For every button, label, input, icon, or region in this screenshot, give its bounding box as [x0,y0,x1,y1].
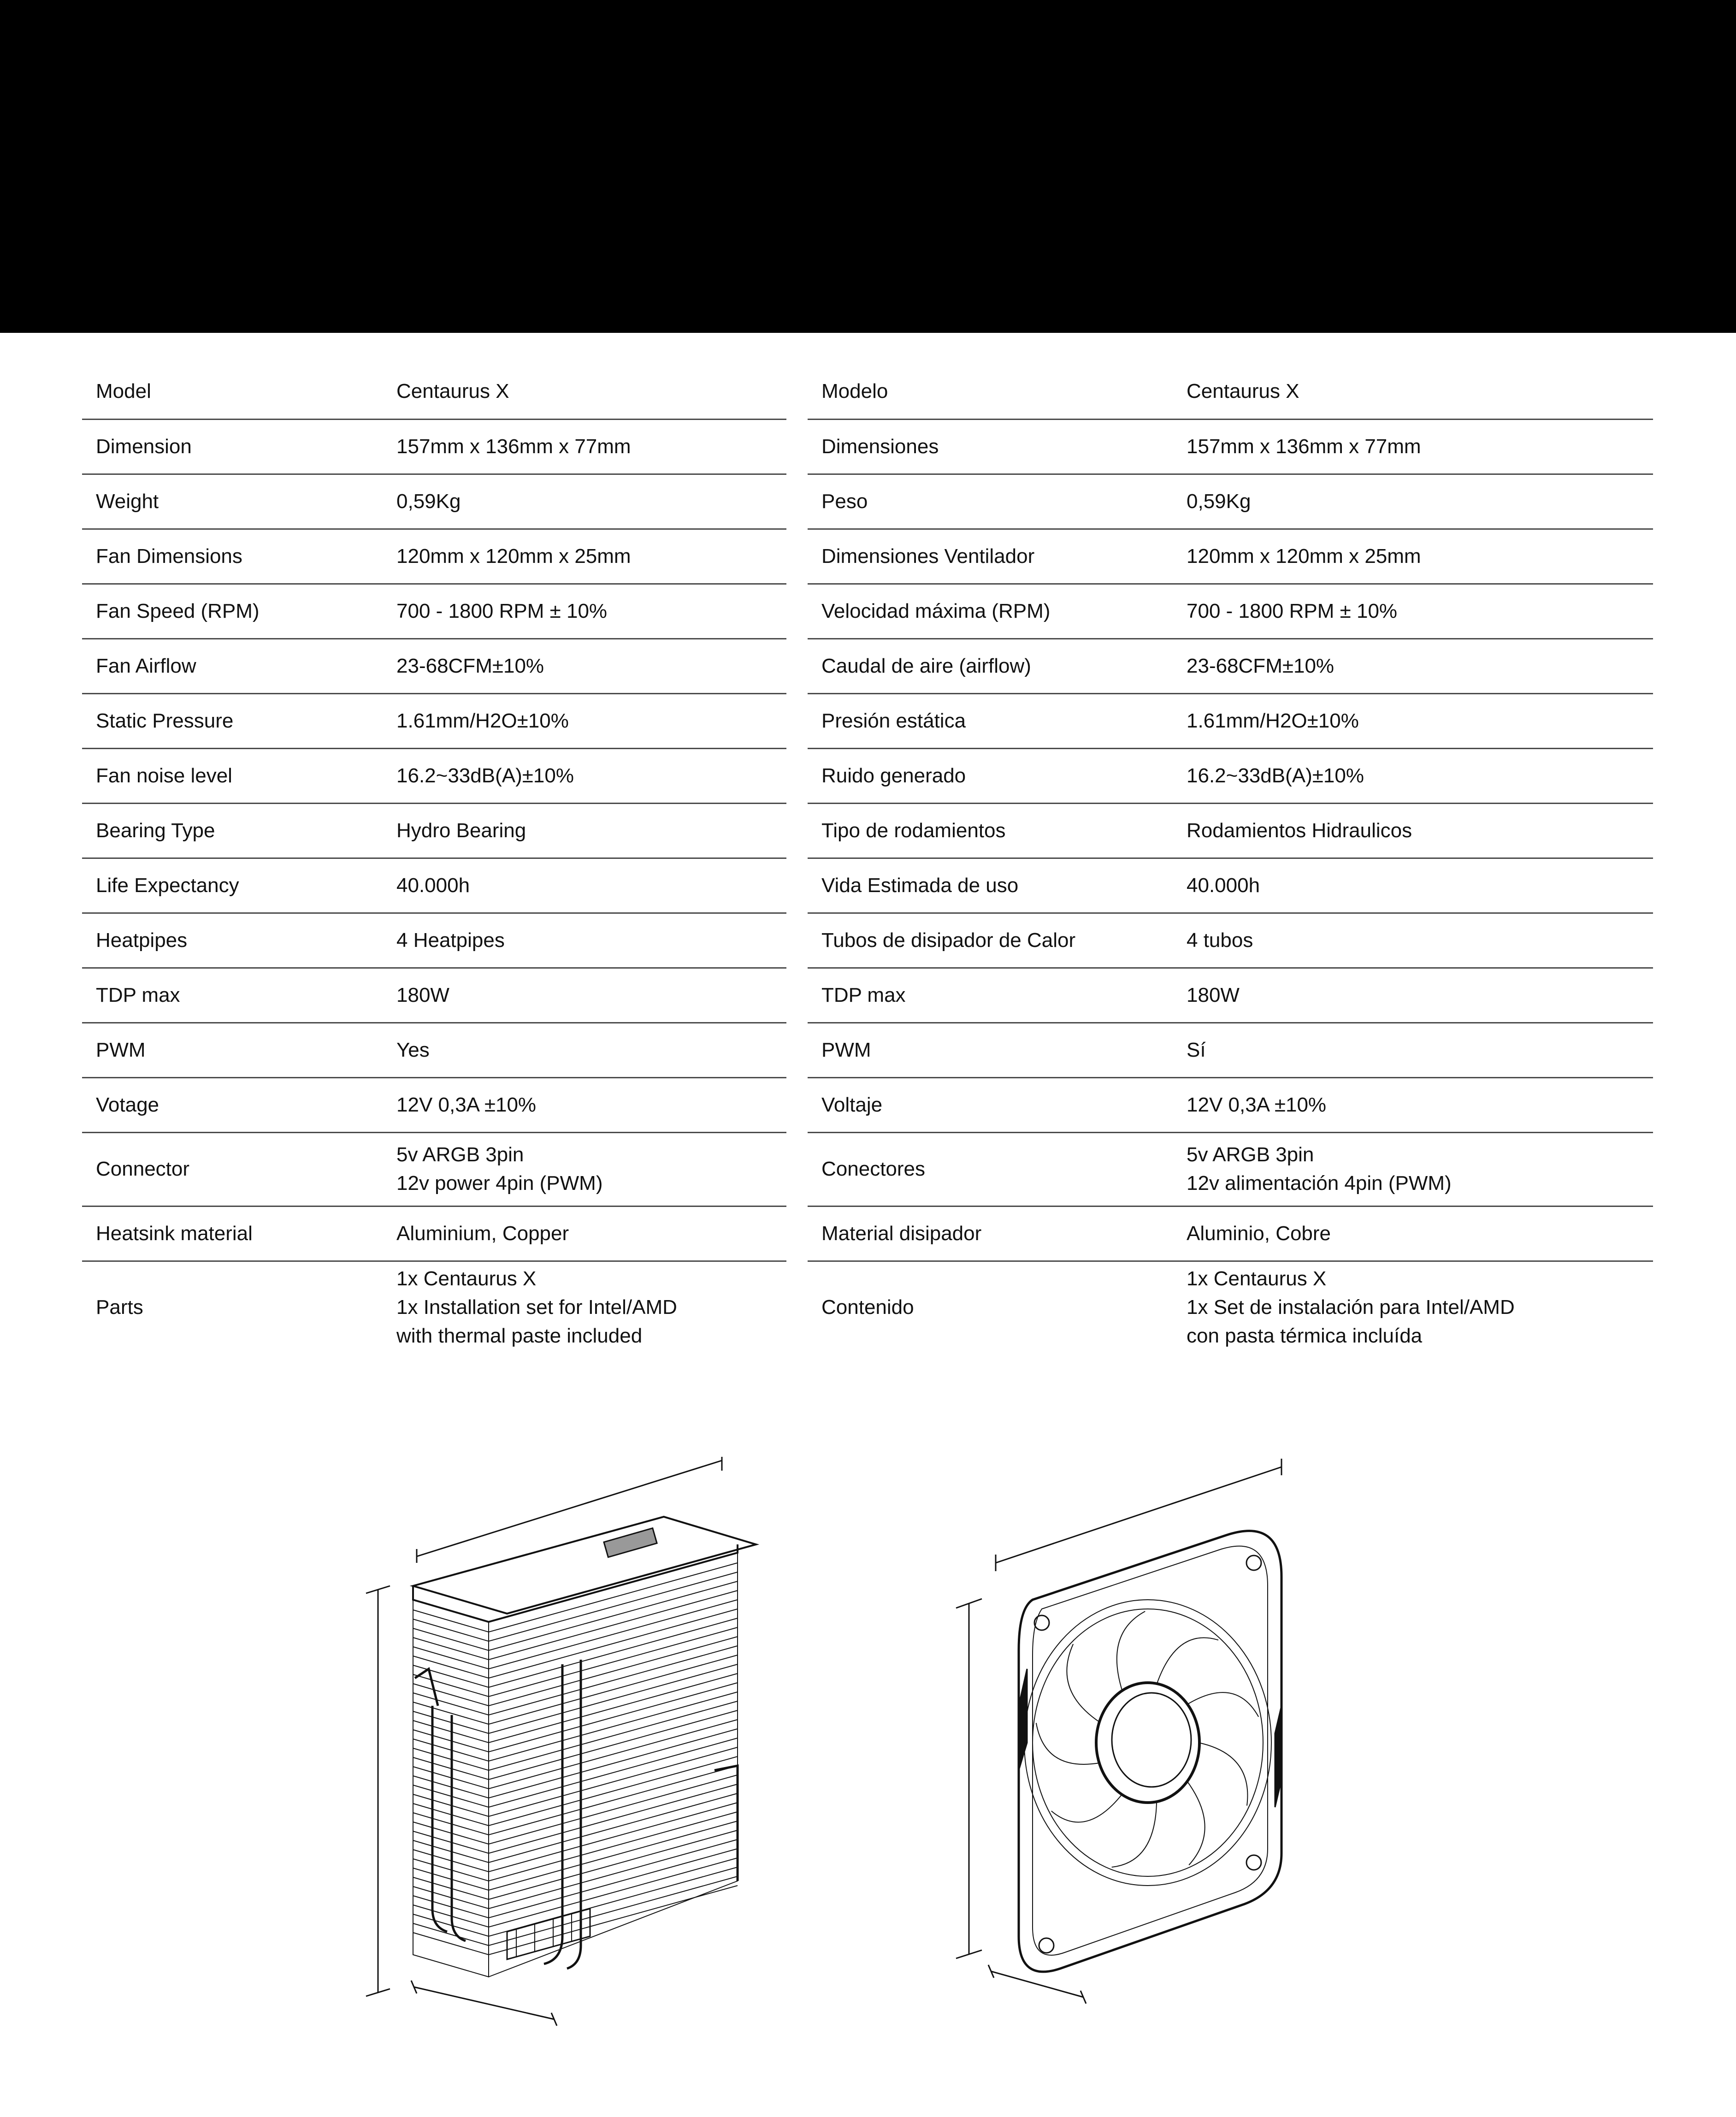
spec-row [82,364,786,419]
spec-row [808,968,1653,1023]
spec-label: Contenido [821,1295,914,1319]
spec-value-line: 0,59Kg [1187,490,1251,513]
spec-label: TDP max [82,968,383,1023]
top-banner [0,0,1736,333]
spec-label: Heatsink material [82,1206,383,1261]
spec-row [808,748,1653,803]
cooler-fin [413,1738,738,1807]
spec-value-line: Yes [396,1038,430,1061]
fan-blade [1199,1743,1247,1806]
spec-row [808,1132,1653,1206]
spec-value-line: 16.2~33dB(A)±10% [1187,764,1364,787]
spec-row [808,1077,1653,1132]
cooler-fin [413,1803,738,1872]
spec-value [383,474,786,529]
cooler-fin [413,1683,738,1752]
spec-label: Caudal de aire (airflow) [808,639,1173,693]
spec-label: Dimension [82,419,383,474]
spec-value [383,693,786,748]
cooler-fin [413,1830,738,1899]
spec-label: Votage [82,1077,383,1132]
spec-value [1173,584,1653,639]
cooler-fin [413,1655,738,1724]
fan-blade [1187,1692,1258,1717]
spec-value-line: 23-68CFM±10% [1187,654,1334,677]
cooler-fin [413,1673,738,1743]
spec-value-line: con pasta térmica incluída [1187,1324,1423,1347]
cooler-fin [413,1784,738,1853]
spec-row [82,639,786,693]
spec-value-line: 23-68CFM±10% [396,654,544,677]
spec-value [383,639,786,693]
spec-value [383,1206,786,1261]
fan-blade [1051,1794,1122,1822]
spec-value-line: 1.61mm/H2O±10% [396,709,569,732]
spec-label: Tipo de rodamientos [808,803,1173,858]
cooler-fin [413,1876,738,1946]
cooler-fin [413,1858,738,1927]
spec-value [383,748,786,803]
cooler-fin [413,1627,738,1697]
cooler-depth-dimension-line [414,1987,554,2019]
spec-label: Bearing Type [82,803,383,858]
spec-label: Fan Airflow [82,639,383,693]
spec-value [1173,913,1653,968]
cooler-fin [413,1710,738,1780]
case-fan-drawing-icon [950,1448,1346,2015]
spec-row [808,1206,1653,1261]
spec-value-line: Centaurus X [396,379,509,402]
spec-value [1173,1132,1653,1206]
spec-value [383,1023,786,1077]
spec-label: Weight [82,474,383,529]
spec-value-line: Aluminium, Copper [396,1222,569,1245]
spec-value [383,419,786,474]
spec-row [82,748,786,803]
spec-row [808,1023,1653,1077]
spec-row [808,584,1653,639]
spec-row [82,913,786,968]
spec-table-spanish [808,364,1653,1353]
spec-value-line: Hydro Bearing [396,819,526,842]
spec-label: Vida Estimada de uso [808,858,1173,913]
spec-value [383,1261,786,1353]
spec-value [1173,858,1653,913]
spec-label: Heatpipes [82,913,383,968]
fan-width-dimension-line [996,1467,1281,1563]
cooler-fin [413,1581,738,1650]
spec-row [82,1261,786,1353]
spec-value-line: Rodamientos Hidraulicos [1187,819,1412,842]
spec-value-line: 120mm x 120mm x 25mm [1187,544,1421,568]
cooler-fin [413,1600,738,1669]
spec-row [808,419,1653,474]
cooler-fin [413,1849,738,1918]
spec-row [82,803,786,858]
cooler-fin [413,1867,738,1936]
spec-label: Model [82,364,383,419]
spec-row [82,1023,786,1077]
spec-label: Dimensiones [808,419,1173,474]
spec-label: Conectores [808,1132,1173,1206]
spec-label: Dimensiones Ventilador [808,529,1173,584]
spec-value [1173,474,1653,529]
spec-row [808,639,1653,693]
spec-value [1173,803,1653,858]
spec-value [1173,968,1653,1023]
spec-value-line: 12v alimentación 4pin (PWM) [1187,1172,1452,1195]
spec-label: Presión estática [808,693,1173,748]
cooler-fin [413,1609,738,1678]
spec-value [1173,364,1653,419]
cooler-fin [413,1637,738,1706]
spec-row [82,419,786,474]
spec-value-line: 1x Set de instalación para Intel/AMD [1187,1295,1515,1319]
spec-label: Connector [82,1132,383,1206]
spec-label: PWM [82,1023,383,1077]
spec-value-line: 16.2~33dB(A)±10% [396,764,574,787]
spec-value-line: 157mm x 136mm x 77mm [396,435,631,458]
spec-value [1173,1206,1653,1261]
cooler-fin [413,1618,738,1687]
cooler-fin [413,1572,738,1641]
spec-label: Velocidad máxima (RPM) [808,584,1173,639]
spec-value-line: 12V 0,3A ±10% [1187,1093,1327,1116]
spec-value-line: Centaurus X [1187,379,1299,402]
cooler-fin [413,1812,738,1881]
cooler-fin [413,1701,738,1770]
spec-row [808,803,1653,858]
spec-value-line: 180W [1187,983,1240,1006]
spec-value [383,364,786,419]
spec-value [1173,1261,1653,1353]
spec-value-line: 4 tubos [1187,928,1253,952]
spec-value-line: 5v ARGB 3pin [396,1143,524,1166]
spec-label: Voltaje [808,1077,1173,1132]
cooler-fin [413,1756,738,1826]
spec-row [82,968,786,1023]
cooler-fin [413,1720,738,1789]
spec-row [808,529,1653,584]
spec-value-line: 1x Installation set for Intel/AMD [396,1295,677,1319]
cooler-fin [413,1886,738,1955]
spec-row [82,1132,786,1206]
spec-value-line: 12V 0,3A ±10% [396,1093,537,1116]
spec-value-line: 4 Heatpipes [396,928,505,952]
spec-label: PWM [808,1023,1173,1077]
spec-label: Parts [96,1295,143,1319]
spec-value-line: 700 - 1800 RPM ± 10% [396,599,608,622]
spec-label: Fan Dimensions [82,529,383,584]
spec-row [808,693,1653,748]
spec-value [1173,748,1653,803]
spec-value [383,803,786,858]
spec-value-line: Aluminio, Cobre [1187,1222,1331,1245]
fan-blade [1157,1638,1218,1685]
spec-label: Static Pressure [82,693,383,748]
spec-label: TDP max [808,968,1173,1023]
spec-value [1173,1077,1653,1132]
spec-row [82,474,786,529]
spec-label: Fan Speed (RPM) [82,584,383,639]
spec-value-line: 0,59Kg [396,490,461,513]
cooler-fin [413,1747,738,1816]
spec-value-line: 180W [396,983,449,1006]
fan-blade [1117,1611,1145,1691]
cooler-fin [413,1646,738,1715]
spec-row [82,1077,786,1132]
fan-depth-dimension-line [991,1971,1083,1997]
cooler-fin [413,1793,738,1863]
spec-label: Life Expectancy [82,858,383,913]
cooler-fin [413,1775,738,1844]
spec-value-line: 120mm x 120mm x 25mm [396,544,631,568]
spec-value [1173,419,1653,474]
spec-value [383,1132,786,1206]
spec-value [383,529,786,584]
spec-row [82,1206,786,1261]
spec-value-line: 5v ARGB 3pin [1187,1143,1314,1166]
cooler-fin [413,1766,738,1835]
spec-row [808,913,1653,968]
spec-row [808,364,1653,419]
spec-value-line: 12v power 4pin (PWM) [396,1172,603,1195]
fan-blade [1036,1723,1100,1764]
spec-label: Material disipador [808,1206,1173,1261]
cpu-cooler-drawing-icon [350,1448,765,2028]
spec-value [1173,529,1653,584]
spec-value [383,584,786,639]
spec-value-line: 1.61mm/H2O±10% [1187,709,1359,732]
spec-value [383,913,786,968]
spec-label: Modelo [808,364,1173,419]
spec-value-line: 157mm x 136mm x 77mm [1187,435,1421,458]
spec-row [82,529,786,584]
spec-row [82,693,786,748]
spec-value [1173,693,1653,748]
spec-row [808,474,1653,529]
spec-value [1173,1023,1653,1077]
spec-value-line: 700 - 1800 RPM ± 10% [1187,599,1398,622]
spec-label: Peso [808,474,1173,529]
spec-row [808,1261,1653,1353]
spec-row [82,584,786,639]
spec-label: Tubos de disipador de Calor [808,913,1173,968]
cooler-fin [413,1729,738,1798]
spec-value-line: 1x Centaurus X [396,1267,537,1290]
spec-value [383,1077,786,1132]
spec-value [1173,639,1653,693]
spec-value [383,968,786,1023]
fan-blade [1112,1801,1157,1867]
spec-row [82,858,786,913]
cooler-fin [413,1821,738,1890]
cooler-fin [413,1839,738,1909]
spec-value [383,858,786,913]
spec-value-line: 40.000h [396,874,470,897]
spec-table-english [82,364,786,1353]
spec-value-line: Sí [1187,1038,1206,1061]
spec-label: Fan noise level [82,748,383,803]
spec-value-line: 1x Centaurus X [1187,1267,1327,1290]
spec-value-line: with thermal paste included [396,1324,643,1347]
spec-row [808,858,1653,913]
cooler-fin [413,1664,738,1733]
fan-blade [1187,1780,1205,1865]
spec-label: Ruido generado [808,748,1173,803]
fan-blade [1067,1644,1100,1722]
spec-value-line: 40.000h [1187,874,1260,897]
cooler-fin [413,1692,738,1761]
